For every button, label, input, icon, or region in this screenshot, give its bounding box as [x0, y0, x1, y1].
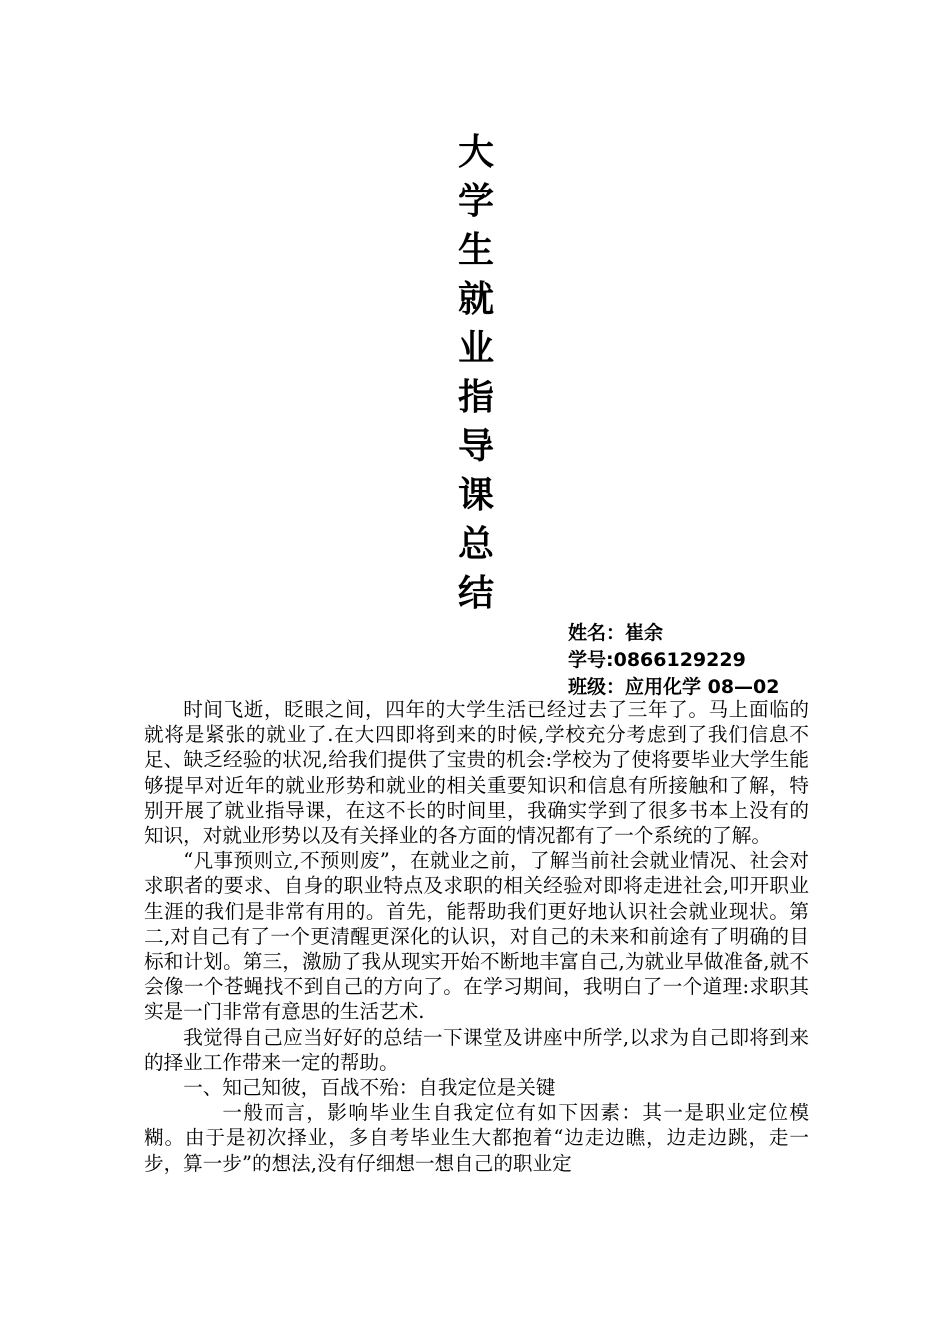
title-char: 业: [457, 328, 494, 369]
title-char: 生: [457, 230, 494, 271]
title-char: 总: [457, 524, 494, 565]
paragraph: 时间飞逝，眨眼之间，四年的大学生活已经过去了三年了。马上面临的就将是紧张的就业了.在大四即将到来的时候,学校充分考虑到了我们信息不足、缺乏经验的状况,给我们提供了宝贵的机会:学校为了使将要毕业大学生能够提早对近年的就业形势和就业的相关重要知识和信息有所接触和了解，特别开展了就业指导课，在这不长的时间里，我确实学到了很多书本上没有的知识，对就业形势以及有关择业的各方面的情况都有了一个系统的了解。: [144, 698, 809, 848]
class-name: 班级：应用化学 08—02: [568, 676, 780, 698]
title-char: 大: [457, 132, 494, 173]
paragraph: “凡事预则立,不预则废”，在就业之前，了解当前社会就业情况、社会对求职者的要求、自身的职业特点及求职的相关经验对即将走进社会,叩开职业生涯的我们是非常有用的。首先，能帮助我们更好地认识社会就业现状。第二,对自己有了一个更清醒更深化的认识，对自己的未来和前途有了明确的目标和计划。第三，激励了我从现实开始不断地丰富自己,为就业早做准备,就不会像一个苍蝇找不到自己的方向了。在学习期间，我明白了一个道理:求职其实是一门非常有意思的生活艺术.: [144, 849, 809, 1024]
section-heading: 一、知己知彼，百战不殆：自我定位是关键: [183, 1076, 556, 1100]
paragraph: 一般而言，影响毕业生自我定位有如下因素：其一是职业定位模糊。由于是初次择业，多自考毕业生大都抱着“边走边瞧，边走边跳，走一步，算一步”的想法,没有仔细想一想自己的职业定: [144, 1101, 809, 1175]
title-char: 课: [457, 475, 494, 516]
paragraph: 我觉得自己应当好好的总结一下课堂及讲座中所学,以求为自己即将到来的择业工作带来一定的帮助。: [144, 1025, 809, 1074]
title-char: 学: [457, 181, 494, 222]
title-char: 导: [457, 426, 494, 467]
vertical-title: [452, 128, 500, 618]
student-id: 学号:0866129229: [568, 649, 746, 671]
author-info: [568, 620, 780, 701]
body-text: [144, 697, 809, 1176]
title-char: 指: [457, 377, 494, 418]
author-name: 姓名：崔余: [568, 622, 664, 644]
title-char: 就: [457, 279, 494, 320]
title-char: 结: [457, 573, 494, 614]
